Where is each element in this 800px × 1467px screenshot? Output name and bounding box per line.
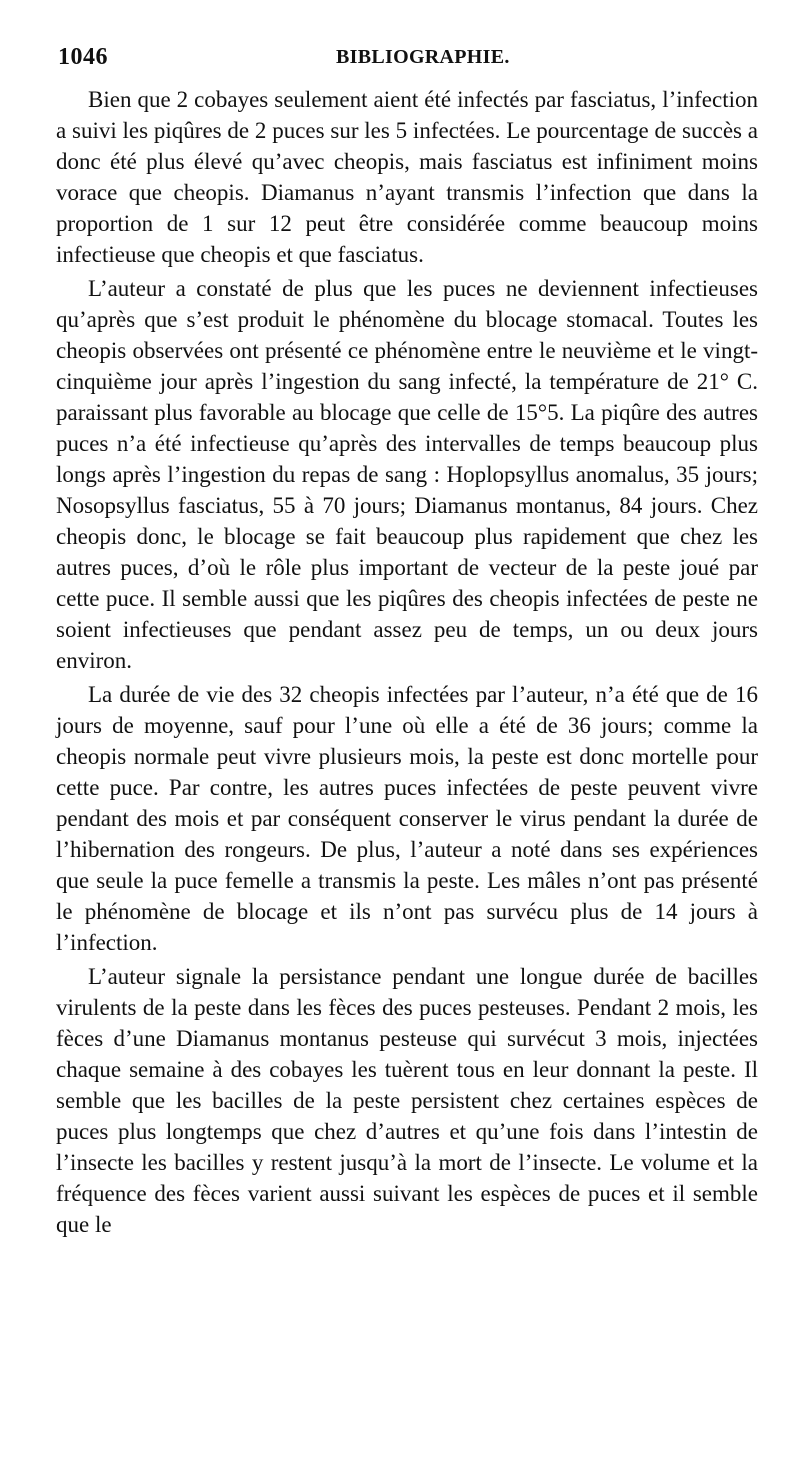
paragraph-2: L’auteur a constaté de plus que les puces ne deviennent infectieuses qu’après que s’est produit le phénomène du blocage stomacal. Toutes les cheopis observées ont présenté ce phénomène entre le neuvième et le vingt-cinquième jour après l’ingestion du sang infecté, la température de 21° C. paraissant plus favorable au blocage que celle de 15°5. La piqûre des autres puces n’a été infectieuse qu’après des intervalles de temps beaucoup plus longs après l’ingestion du repas de sang : Hoplopsyllus anomalus, 35 jours; Nosopsyllus fasciatus, 55 à 70 jours; Diamanus montanus, 84 jours. Chez cheopis donc, le blocage se fait beaucoup plus rapidement que chez les autres puces, d’où le rôle plus important de vecteur de la peste joué par cette puce. Il semble aussi que les piqûres des cheopis infectées de peste ne soient infectieuses que pendant assez peu de temps, un ou deux jours environ. (56, 276, 758, 673)
paragraph-4: L’auteur signale la persistance pendant une longue durée de bacilles virulents de la peste dans les fèces des puces pesteuses. Pendant 2 mois, les fèces d’une Diamanus montanus pesteuse qui survécut 3 mois, injectées chaque semaine à des cobayes les tuèrent tous en leur donnant la peste. Il semble que les bacilles de la peste persistent chez certaines espèces de puces plus longtemps que chez d’autres et qu’une fois dans l’intestin de l’insecte les bacilles y restent jusqu’à la mort de l’insecte. Le volume et la fréquence des fèces varient aussi suivant les espèces de puces et il semble que le (56, 964, 758, 1237)
body-text (56, 84, 758, 1243)
page-number: 1046 (58, 44, 108, 70)
paragraph-1: Bien que 2 cobayes seulement aient été infectés par fasciatus, l’infection a suivi les piqûres de 2 puces sur les 5 infectées. Le pourcentage de succès a donc été plus élevé qu’avec cheopis, mais fasciatus est infiniment moins vorace que cheopis. Diamanus n’ayant transmis l’infection que dans la proportion de 1 sur 12 peut être considérée comme beaucoup moins infectieuse que cheopis et que fasciatus. (56, 87, 758, 267)
page-header (58, 44, 758, 84)
paragraph-3: La durée de vie des 32 cheopis infectées par l’auteur, n’a été que de 16 jours de moyenne, sauf pour l’une où elle a été de 36 jours; comme la cheopis normale peut vivre plusieurs mois, la peste est donc mortelle pour cette puce. Par contre, les autres puces infectées de peste peuvent vivre pendant des mois et par conséquent conserver le virus pendant la durée de l’hibernation des rongeurs. De plus, l’auteur a noté dans ses expériences que seule la puce femelle a transmis la peste. Les mâles n’ont pas présenté le phénomène de blocage et ils n’ont pas survécu plus de 14 jours à l’infection. (56, 682, 758, 955)
running-head: BIBLIOGRAPHIE. (336, 46, 510, 68)
